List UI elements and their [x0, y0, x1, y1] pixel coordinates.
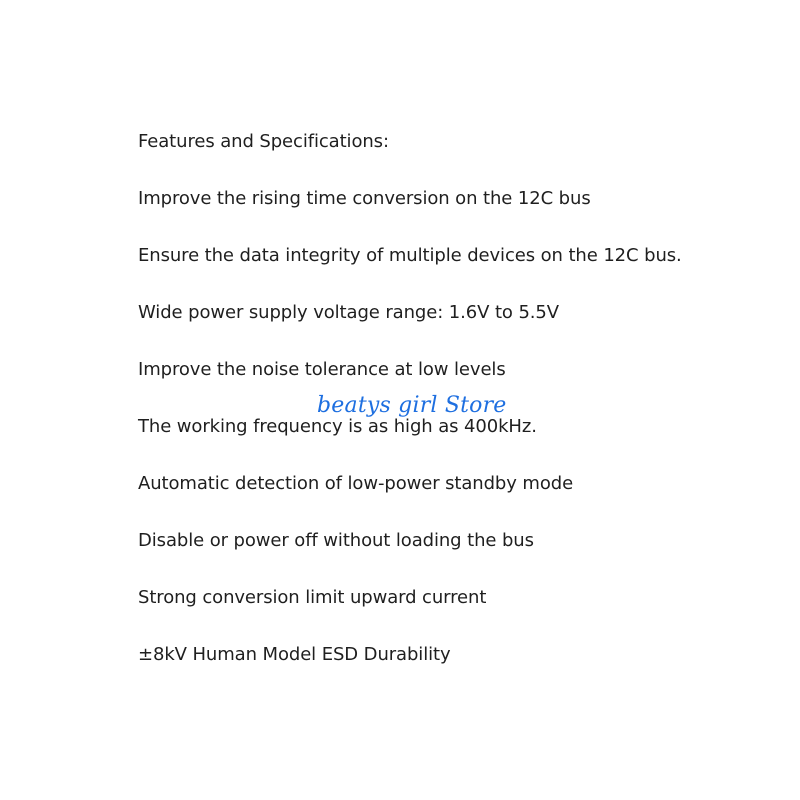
- spec-item: Ensure the data integrity of multiple devices on the 12C bus.: [138, 245, 682, 266]
- spec-item: The working frequency is as high as 400kHz.: [138, 416, 537, 437]
- spec-item: Wide power supply voltage range: 1.6V to 5.5V: [138, 302, 559, 323]
- store-watermark: beatys girl Store: [317, 393, 507, 418]
- spec-item: Disable or power off without loading the bus: [138, 530, 534, 551]
- spec-item: Automatic detection of low-power standby mode: [138, 473, 574, 494]
- spec-item: Improve the rising time conversion on the 12C bus: [138, 188, 591, 209]
- spec-heading: Features and Specifications:: [138, 131, 389, 152]
- spec-item: Strong conversion limit upward current: [138, 587, 487, 608]
- spec-item: Improve the noise tolerance at low levels: [138, 359, 506, 380]
- spec-item: ±8kV Human Model ESD Durability: [138, 644, 451, 665]
